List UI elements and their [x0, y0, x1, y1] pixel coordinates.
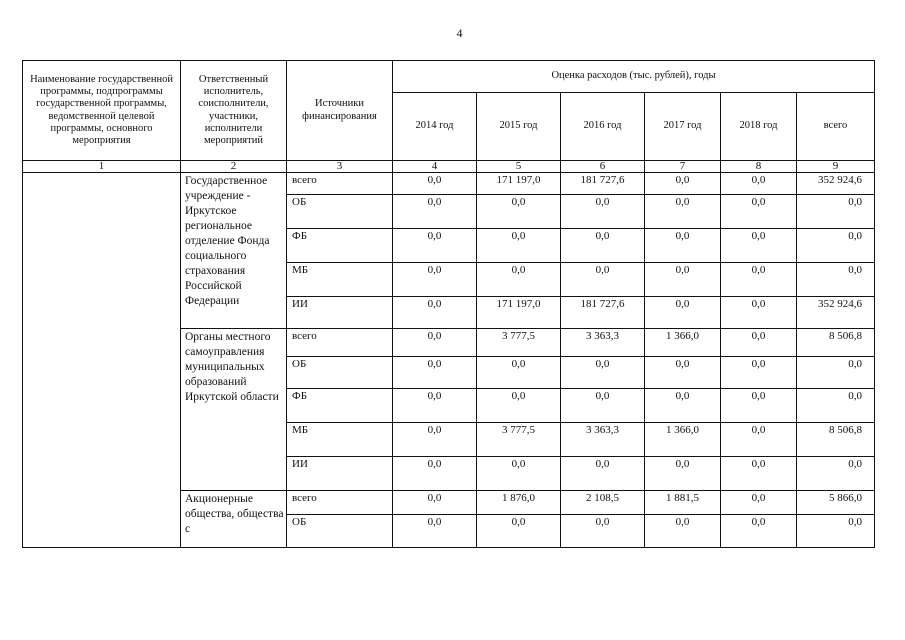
value-2014: 0,0	[393, 263, 477, 297]
value-total: 352 924,6	[797, 297, 875, 329]
value-total: 0,0	[797, 515, 875, 548]
value-2017: 0,0	[645, 195, 721, 229]
value-2016: 181 727,6	[561, 297, 645, 329]
value-2016: 0,0	[561, 457, 645, 491]
executor-cell	[181, 329, 287, 491]
value-2017: 0,0	[645, 515, 721, 548]
value-total: 0,0	[797, 263, 875, 297]
value-2015: 1 876,0	[477, 491, 561, 515]
value-2018: 0,0	[721, 263, 797, 297]
expenses-table	[22, 60, 875, 548]
value-2014: 0,0	[393, 491, 477, 515]
value-2017: 1 881,5	[645, 491, 721, 515]
header-year-2015: 2015 год	[477, 93, 561, 161]
funding-source: ОБ	[287, 515, 393, 548]
value-2015: 0,0	[477, 195, 561, 229]
value-2016: 0,0	[561, 263, 645, 297]
value-2017: 0,0	[645, 173, 721, 195]
column-number: 9	[797, 161, 875, 173]
funding-source: всего	[287, 173, 393, 195]
value-total: 8 506,8	[797, 329, 875, 357]
executor-cell	[181, 173, 287, 329]
value-2015: 0,0	[477, 263, 561, 297]
value-2014: 0,0	[393, 457, 477, 491]
value-2014: 0,0	[393, 357, 477, 389]
value-total: 0,0	[797, 457, 875, 491]
value-2018: 0,0	[721, 173, 797, 195]
funding-source: ИИ	[287, 297, 393, 329]
value-total: 0,0	[797, 357, 875, 389]
value-2018: 0,0	[721, 423, 797, 457]
funding-source: всего	[287, 329, 393, 357]
value-2014: 0,0	[393, 297, 477, 329]
column-number: 2	[181, 161, 287, 173]
column-number: 7	[645, 161, 721, 173]
value-2016: 3 363,3	[561, 329, 645, 357]
funding-source: ОБ	[287, 195, 393, 229]
funding-source: ФБ	[287, 229, 393, 263]
column-number: 6	[561, 161, 645, 173]
value-2018: 0,0	[721, 357, 797, 389]
column-number: 1	[23, 161, 181, 173]
value-2014: 0,0	[393, 173, 477, 195]
program-name-cell	[23, 173, 181, 548]
value-2014: 0,0	[393, 515, 477, 548]
value-2018: 0,0	[721, 329, 797, 357]
value-total: 352 924,6	[797, 173, 875, 195]
header-total: всего	[797, 93, 875, 161]
value-2017: 0,0	[645, 389, 721, 423]
value-2014: 0,0	[393, 423, 477, 457]
header-expenses-title: Оценка расходов (тыс. рублей), годы	[393, 61, 875, 93]
executor-name: Органы местного самоуправления муниципальных образований Иркутской области	[185, 331, 279, 403]
value-2018: 0,0	[721, 195, 797, 229]
value-2016: 2 108,5	[561, 491, 645, 515]
value-total: 0,0	[797, 389, 875, 423]
funding-source: ИИ	[287, 457, 393, 491]
funding-source: всего	[287, 491, 393, 515]
value-2015: 3 777,5	[477, 329, 561, 357]
value-2016: 181 727,6	[561, 173, 645, 195]
value-2015: 0,0	[477, 389, 561, 423]
value-total: 8 506,8	[797, 423, 875, 457]
column-number: 5	[477, 161, 561, 173]
value-2016: 3 363,3	[561, 423, 645, 457]
value-2016: 0,0	[561, 195, 645, 229]
value-2015: 171 197,0	[477, 173, 561, 195]
header-year-2014: 2014 год	[393, 93, 477, 161]
value-2018: 0,0	[721, 457, 797, 491]
value-2017: 0,0	[645, 229, 721, 263]
value-2018: 0,0	[721, 229, 797, 263]
column-number: 3	[287, 161, 393, 173]
value-2015: 0,0	[477, 457, 561, 491]
header-program-name: Наименование государственной программы, подпрограммы государственной программы, ведомственной целевой программы, основного мероприятия	[23, 61, 181, 161]
executor-name: Государственное учреждение - Иркутское региональное отделение Фонда социального страхования Российской Федерации	[185, 175, 270, 307]
page-number: 4	[456, 26, 463, 40]
value-2018: 0,0	[721, 491, 797, 515]
value-2017: 1 366,0	[645, 329, 721, 357]
executor-name: Акционерные общества, общества с	[185, 493, 284, 535]
value-2014: 0,0	[393, 329, 477, 357]
value-2017: 0,0	[645, 357, 721, 389]
header-funding-source: Источники финансирования	[287, 61, 393, 161]
value-2017: 1 366,0	[645, 423, 721, 457]
header-executor: Ответственный исполнитель, соисполнители, участники, исполнители мероприятий	[181, 61, 287, 161]
value-2018: 0,0	[721, 297, 797, 329]
value-2017: 0,0	[645, 263, 721, 297]
value-2017: 0,0	[645, 457, 721, 491]
value-2016: 0,0	[561, 515, 645, 548]
value-2015: 0,0	[477, 229, 561, 263]
value-2018: 0,0	[721, 515, 797, 548]
column-numbers-row	[23, 161, 875, 173]
value-2015: 0,0	[477, 515, 561, 548]
value-total: 0,0	[797, 229, 875, 263]
value-2015: 0,0	[477, 357, 561, 389]
funding-source: МБ	[287, 423, 393, 457]
value-total: 5 866,0	[797, 491, 875, 515]
table-row	[23, 173, 875, 195]
executor-cell	[181, 491, 287, 548]
value-2015: 3 777,5	[477, 423, 561, 457]
value-2014: 0,0	[393, 195, 477, 229]
funding-source: МБ	[287, 263, 393, 297]
header-year-2017: 2017 год	[645, 93, 721, 161]
value-2014: 0,0	[393, 389, 477, 423]
value-2018: 0,0	[721, 389, 797, 423]
value-2016: 0,0	[561, 389, 645, 423]
value-2016: 0,0	[561, 229, 645, 263]
value-2015: 171 197,0	[477, 297, 561, 329]
header-year-2016: 2016 год	[561, 93, 645, 161]
value-2017: 0,0	[645, 297, 721, 329]
column-number: 4	[393, 161, 477, 173]
value-2016: 0,0	[561, 357, 645, 389]
column-number: 8	[721, 161, 797, 173]
header-year-2018: 2018 год	[721, 93, 797, 161]
value-total: 0,0	[797, 195, 875, 229]
funding-source: ФБ	[287, 389, 393, 423]
funding-source: ОБ	[287, 357, 393, 389]
value-2014: 0,0	[393, 229, 477, 263]
